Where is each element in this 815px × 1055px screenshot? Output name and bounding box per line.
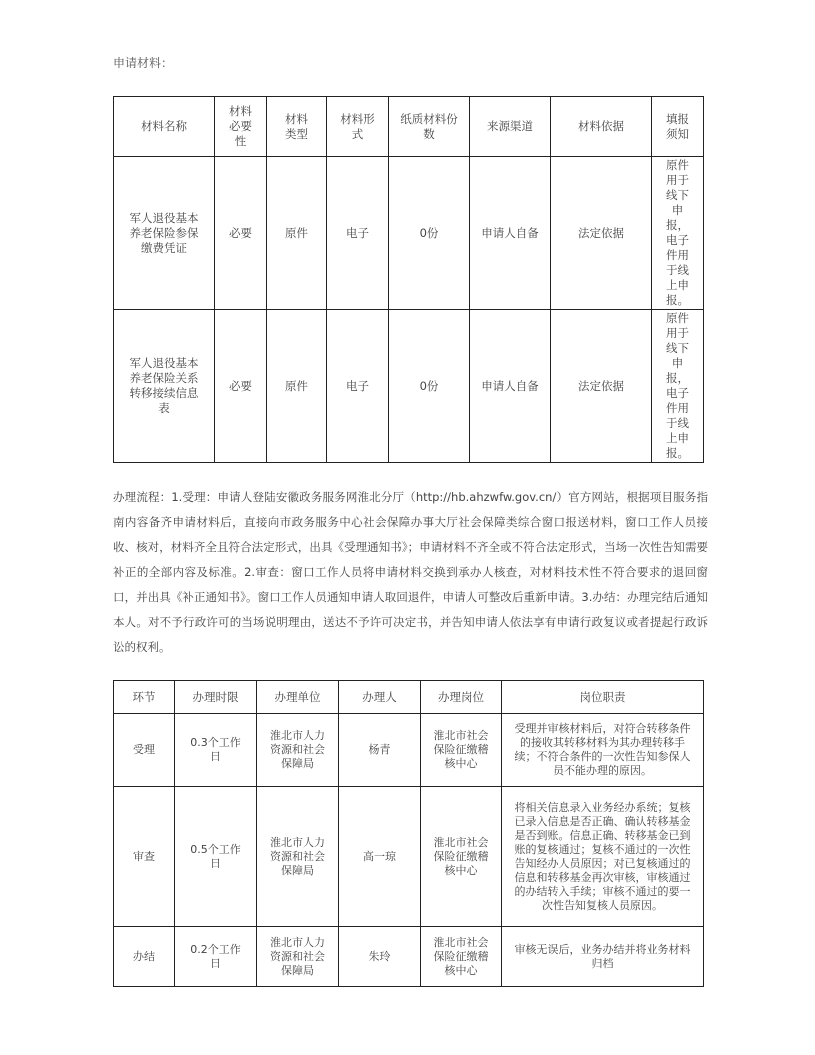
time-limit: 0.2个工作日 (175, 927, 257, 987)
table-row (114, 310, 704, 463)
source-channel: 申请人自备 (470, 157, 551, 310)
handler: 朱玲 (339, 927, 421, 987)
materials-header-row (114, 97, 704, 157)
table-row (114, 927, 704, 987)
header-duties: 岗位职责 (502, 681, 704, 714)
stage: 办结 (114, 927, 175, 987)
material-basis: 法定依据 (551, 157, 652, 310)
header-source-channel: 来源渠道 (470, 97, 551, 157)
header-paper-copies: 纸质材料份数 (389, 97, 470, 157)
handling-unit: 淮北市人力资源和社会保障局 (257, 927, 339, 987)
filling-notes: 原件用于线下申报，电子件用于线上申报。 (652, 157, 704, 310)
paper-copies: 0份 (389, 157, 470, 310)
process-description: 办理流程：1.受理：申请人登陆安徽政务服务网淮北分厅（http://hb.ahzwfw.gov.cn/）官方网站，根据项目服务指南内容备齐申请材料后，直接向市政务服务中心社会保障办事大厅社会保障类综合窗口报送材料，窗口工作人员接收、核对，材料齐全且符合法定形式，出具《受理通知书》；申请材料不齐全或不符合法定形式，当场一次性告知需要补正的全部内容及标准。2.审查：窗口工作人员将申请材料交换到承办人核查，对材料技术性不符合要求的退回窗口，并出具《补正通知书》。窗口工作人员通知申请人取回退件，申请人可整改后重新申请。3.办结：办理完结后通知本人。对不予行政许可的当场说明理由，送达不予许可决定书，并告知申请人依法享有申请行政复议或者提起行政诉讼的权利。 (113, 490, 708, 654)
header-filling-notes: 填报须知 (652, 97, 704, 157)
materials-heading: 申请材料： (113, 56, 174, 70)
time-limit: 0.5个工作日 (175, 787, 257, 927)
time-limit: 0.3个工作日 (175, 714, 257, 787)
material-form: 电子 (327, 310, 389, 463)
materials-table (113, 96, 704, 463)
table-row (114, 157, 704, 310)
post: 淮北市社会保险征缴稽核中心 (421, 714, 502, 787)
material-form: 电子 (327, 157, 389, 310)
header-handling-unit: 办理单位 (257, 681, 339, 714)
stage: 审查 (114, 787, 175, 927)
material-name: 军人退役基本养老保险关系转移接续信息表 (114, 310, 215, 463)
stage: 受理 (114, 714, 175, 787)
table-row (114, 714, 704, 787)
handler: 高一琼 (339, 787, 421, 927)
material-necessity: 必要 (215, 157, 267, 310)
post: 淮北市社会保险征缴稽核中心 (421, 787, 502, 927)
handling-unit: 淮北市人力资源和社会保障局 (257, 787, 339, 927)
header-material-form: 材料形式 (327, 97, 389, 157)
duties: 审核无误后，业务办结并将业务材料归档 (502, 927, 704, 987)
duties: 受理并审核材料后，对符合转移条件的接收其转移材料为其办理转移手续；不符合条件的一次性告知参保人员不能办理的原因。 (502, 714, 704, 787)
paper-copies: 0份 (389, 310, 470, 463)
duties: 将相关信息录入业务经办系统；复核已录入信息是否正确、确认转移基金是否到账。信息正确、转移基金已到账的复核通过；复核不通过的一次性告知经办人员原因；对已复核通过的信息和转移基金再次审核，审核通过的办结转入手续；审核不通过的要一次性告知复核人员原因。 (502, 787, 704, 927)
table-row (114, 787, 704, 927)
header-material-necessity: 材料必要性 (215, 97, 267, 157)
filling-notes: 原件用于线下申报，电子件用于线上申报。 (652, 310, 704, 463)
handling-unit: 淮北市人力资源和社会保障局 (257, 714, 339, 787)
header-material-name: 材料名称 (114, 97, 215, 157)
steps-table (113, 680, 704, 987)
header-stage: 环节 (114, 681, 175, 714)
handler: 杨青 (339, 714, 421, 787)
source-channel: 申请人自备 (470, 310, 551, 463)
steps-header-row (114, 681, 704, 714)
material-necessity: 必要 (215, 310, 267, 463)
header-post: 办理岗位 (421, 681, 502, 714)
header-material-type: 材料类型 (267, 97, 327, 157)
header-handler: 办理人 (339, 681, 421, 714)
material-name: 军人退役基本养老保险参保缴费凭证 (114, 157, 215, 310)
header-time-limit: 办理时限 (175, 681, 257, 714)
header-material-basis: 材料依据 (551, 97, 652, 157)
material-type: 原件 (267, 157, 327, 310)
post: 淮北市社会保险征缴稽核中心 (421, 927, 502, 987)
material-type: 原件 (267, 310, 327, 463)
material-basis: 法定依据 (551, 310, 652, 463)
